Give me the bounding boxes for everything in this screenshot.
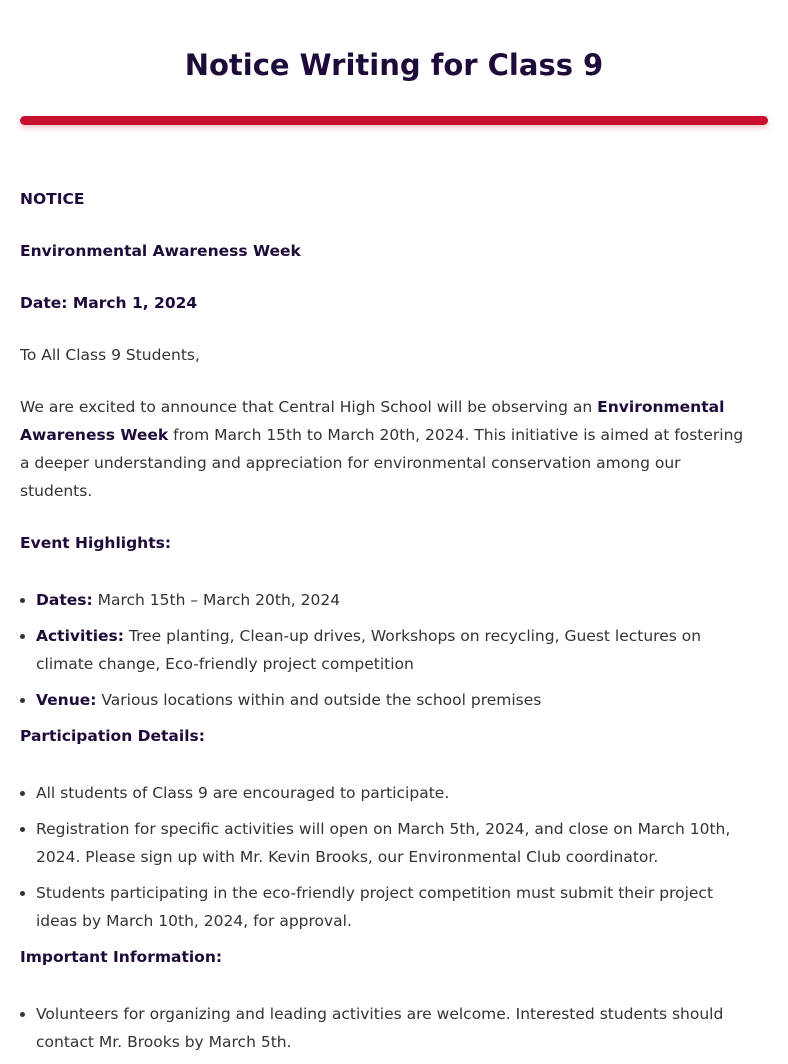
participation-list [20, 779, 745, 935]
list-item: • Students participating in the eco-friendly project competition must submit their project ideas by March 10th, 2024, for approval. [36, 879, 745, 935]
participation-heading: Participation Details: [20, 727, 205, 745]
highlight-text: Tree planting, Clean-up drives, Workshops on recycling, Guest lectures on climate change, Eco-friendly project competition [36, 627, 702, 673]
salutation: To All Class 9 Students, [20, 346, 200, 364]
intro-text-after: from March 15th to March 20th, 2024. This initiative is aimed at fostering a deeper understanding and appreciation for environmental conservation among our students. [20, 426, 744, 500]
highlights-list [20, 586, 745, 714]
notice-label: NOTICE [20, 190, 85, 208]
intro-paragraph [20, 393, 745, 505]
list-item [36, 622, 745, 678]
list-item: • Volunteers for organizing and leading activities are welcome. Interested students should contact Mr. Brooks by March 5th. [36, 1000, 745, 1056]
highlight-label: Dates: [36, 591, 93, 609]
highlight-text: March 15th – March 20th, 2024 [92, 591, 341, 609]
page-title: Notice Writing for Class 9 [184, 48, 604, 82]
title-divider [20, 116, 768, 125]
highlights-heading: Event Highlights: [20, 534, 172, 552]
important-heading: Important Information: [20, 948, 223, 966]
highlight-text: Various locations within and outside the school premises [96, 691, 542, 709]
list-item: • Registration for specific activities will open on March 5th, 2024, and close on March 10th, 2024. Please sign up with Mr. Kevin Brooks, our Environmental Club coordinator. [36, 815, 745, 871]
notice-content [20, 185, 745, 1064]
highlight-label: Venue: [36, 691, 97, 709]
list-item [36, 686, 745, 714]
intro-highlight: Environmental Awareness Week [20, 398, 725, 444]
intro-text-before: We are excited to announce that Central High School will be observing an [20, 398, 598, 416]
important-list [20, 1000, 745, 1056]
event-name: Environmental Awareness Week [20, 242, 301, 260]
list-item [36, 586, 745, 614]
highlight-label: Activities: [36, 627, 124, 645]
notice-date: Date: March 1, 2024 [20, 294, 198, 312]
list-item: • All students of Class 9 are encouraged to participate. [36, 779, 745, 807]
